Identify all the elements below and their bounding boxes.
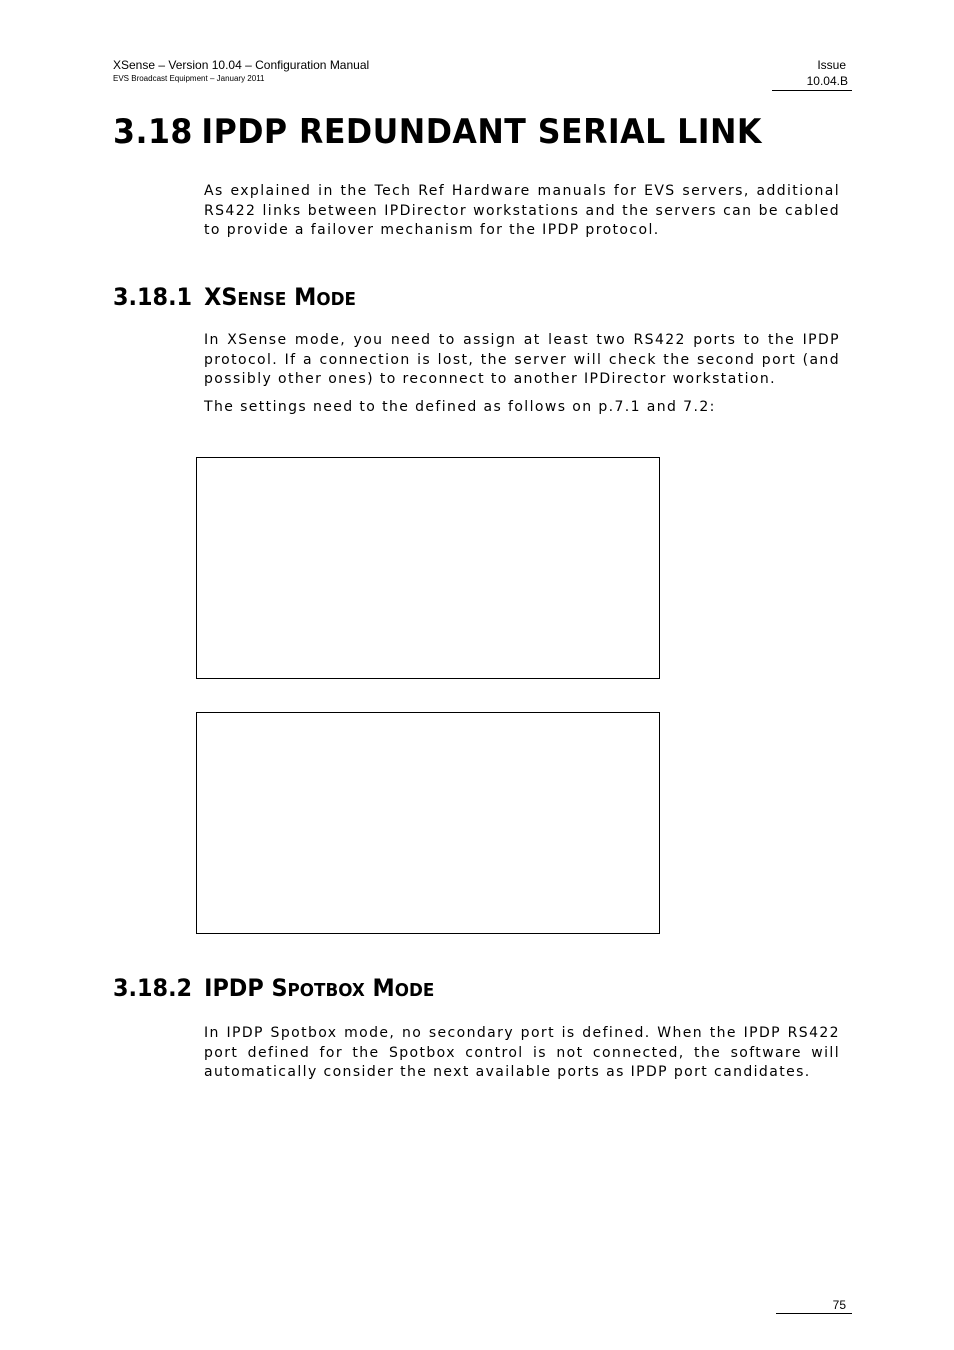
subsection-2-number: 3.18.2 <box>113 974 193 1002</box>
running-header-title: XSense – Version 10.04 – Configuration Manual <box>113 58 370 72</box>
section-title: IPDP REDUNDANT SERIAL LINK <box>201 112 762 152</box>
image-frame <box>196 712 660 934</box>
subsection-1-title-part: XS <box>204 283 238 311</box>
subsection-1-paragraph: The settings need to the defined as follows on p.7.1 and 7.2: <box>204 399 716 415</box>
subsection-2-title-part: M <box>364 974 395 1002</box>
subsection-1-title-part: ENSE <box>237 289 287 310</box>
subsection-1-number: 3.18.1 <box>113 283 193 311</box>
section-heading <box>113 112 762 152</box>
running-header-subtitle: EVS Broadcast Equipment – January 2011 <box>113 74 265 83</box>
issue-label: Issue <box>817 58 846 72</box>
image-frame <box>196 457 660 679</box>
subsection-1-paragraph: In XSense mode, you need to assign at least two RS422 ports to the IPDP protocol. If a connection is lost, the server will check the second port (and possibly other ones) to reconnect to another IPDirector workstation. <box>204 332 840 387</box>
subsection-2-paragraph: In IPDP Spotbox mode, no secondary port is defined. When the IPDP RS422 port defined for the Spotbox control is not connected, the software will automatically consider the next available ports as IPDP port candidates. <box>204 1025 840 1080</box>
page-number: 75 <box>776 1298 852 1314</box>
subsection-1-title-part: ODE <box>316 289 356 310</box>
subsection-2-title-part: IPDP S <box>204 974 288 1002</box>
subsection-1-title-part: M <box>286 283 317 311</box>
subsection-1-heading <box>113 283 356 311</box>
section-intro-paragraph: As explained in the Tech Ref Hardware manuals for EVS servers, additional RS422 links between IPDirector workstations and the servers can be cabled to provide a failover mechanism for the IPDP protocol. <box>204 183 840 238</box>
subsection-2-title-part: POTBOX <box>287 980 365 1001</box>
subsection-2-heading <box>113 974 434 1002</box>
issue-version: 10.04.B <box>772 74 852 91</box>
section-number: 3.18 <box>113 112 193 152</box>
subsection-2-title-part: ODE <box>394 980 435 1001</box>
